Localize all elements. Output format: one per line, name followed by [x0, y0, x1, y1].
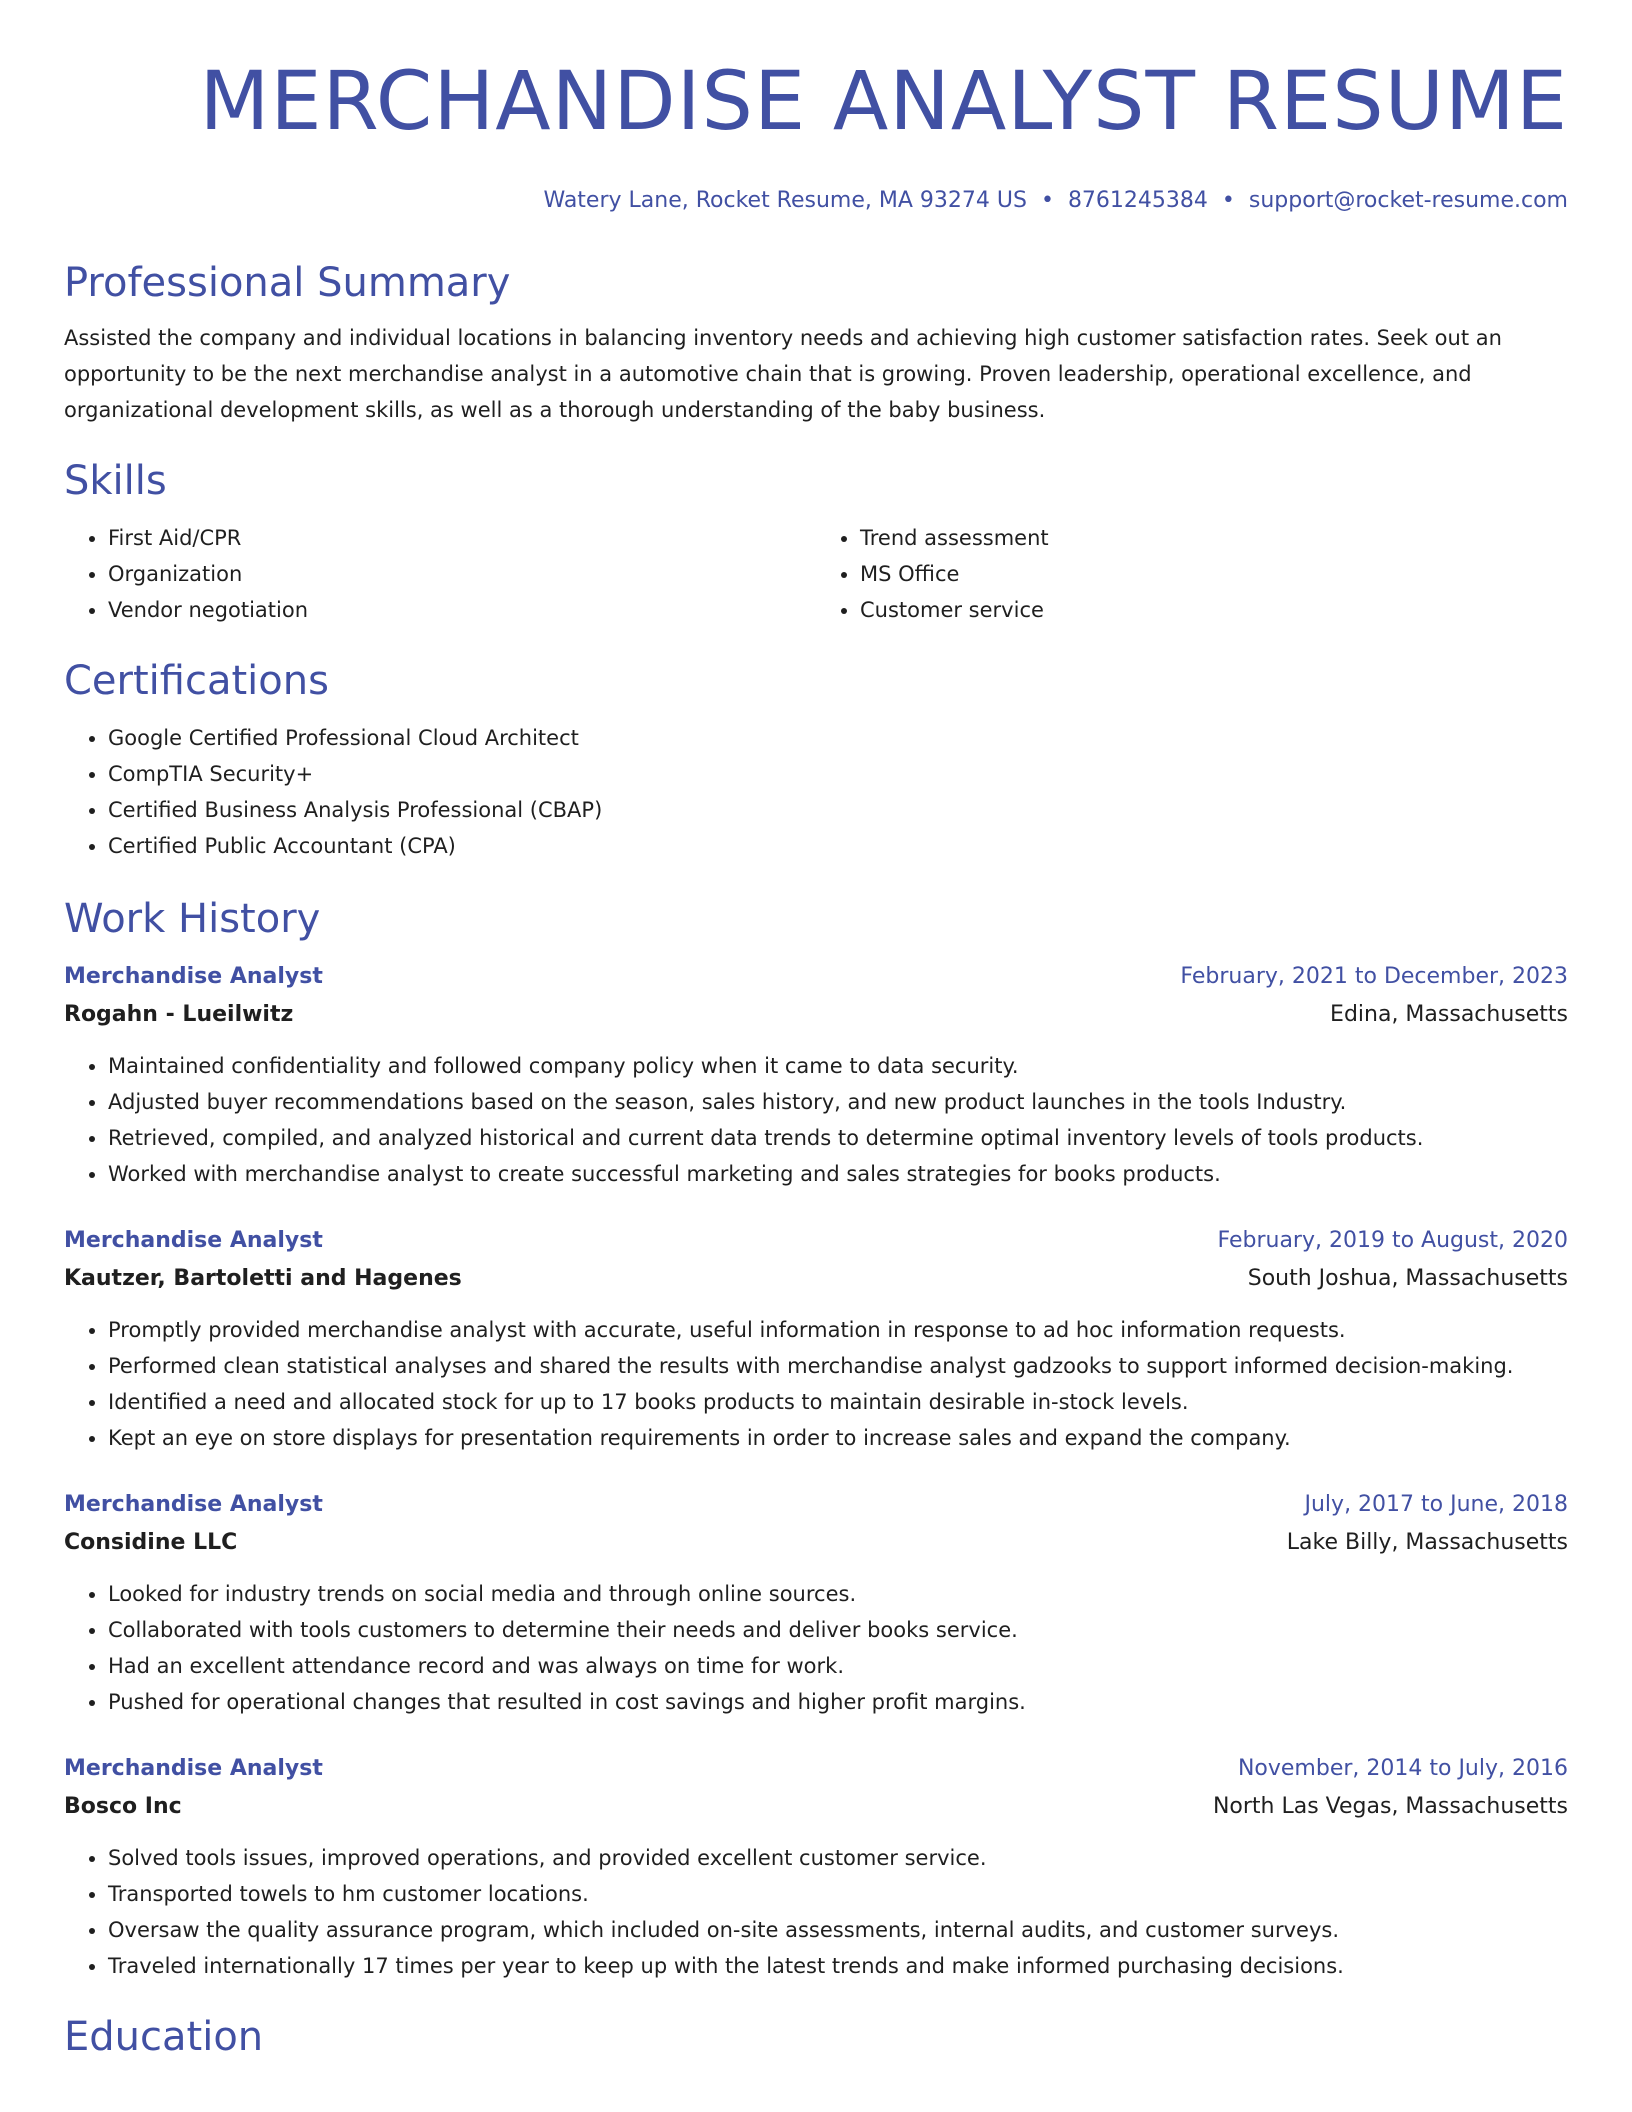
job-role: Merchandise Analyst — [64, 1756, 323, 1781]
job-company-row — [64, 1524, 1568, 1562]
skills-list-right — [816, 520, 1568, 628]
job-location: Edina, Massachusetts — [1330, 1002, 1568, 1027]
certification-item: • CompTIA Security+ — [108, 756, 1568, 792]
job-bullet: • Kept an eye on store displays for presentation requirements in order to increase sales and expand the company. — [108, 1420, 1568, 1456]
job-location: North Las Vegas, Massachusetts — [1212, 1794, 1568, 1819]
skill-item: • Organization — [108, 556, 816, 592]
resume-title: MERCHANDISE ANALYST RESUME — [199, 55, 1568, 149]
job-bullet: • Adjusted buyer recommendations based on the season, sales history, and new product launches in the tools Industry. — [108, 1084, 1568, 1120]
job-bullets — [64, 1840, 1568, 1984]
certification-item: • Certified Business Analysis Professional (CBAP) — [108, 792, 1568, 828]
job-bullet: • Oversaw the quality assurance program, which included on-site assessments, internal audits, and customer surveys. — [108, 1912, 1568, 1948]
skills-list-left — [64, 520, 816, 628]
certifications-heading: Certifications — [64, 658, 329, 704]
skills-heading: Skills — [64, 458, 167, 504]
job-bullets — [64, 1048, 1568, 1192]
skill-item: • Customer service — [860, 592, 1568, 628]
certification-item: • Google Certified Professional Cloud Architect — [108, 720, 1568, 756]
job-role: Merchandise Analyst — [64, 964, 323, 989]
job-bullet: • Maintained confidentiality and followed company policy when it came to data security. — [108, 1048, 1568, 1084]
contact-separator: • — [1221, 188, 1235, 213]
skill-item: • First Aid/CPR — [108, 520, 816, 556]
job-bullet: • Transported towels to hm customer locations. — [108, 1876, 1568, 1912]
job-bullet: • Collaborated with tools customers to determine their needs and deliver books service. — [108, 1612, 1568, 1648]
resume-header — [64, 0, 1568, 216]
job-bullet: • Pushed for operational changes that resulted in cost savings and higher profit margins. — [108, 1684, 1568, 1720]
job-company: Bosco Inc — [64, 1794, 182, 1819]
job-dates: February, 2021 to December, 2023 — [1180, 964, 1568, 989]
summary-text: Assisted the company and individual locations in balancing inventory needs and achieving high customer satisfaction rates. Seek out an opportunity to be the next merchandise analyst in a automotive chain that is growing. Proven leadership, operational excellence, and organizational development skills, as well as a thorough understanding of the baby business. — [64, 326, 1502, 422]
job-entry — [64, 1750, 1568, 1984]
job-company: Rogahn - Lueilwitz — [64, 1002, 294, 1027]
job-dates: November, 2014 to July, 2016 — [1237, 1756, 1568, 1781]
job-bullet: • Performed clean statistical analyses and shared the results with merchandise analyst gadzooks to support informed decision-making. — [108, 1348, 1568, 1384]
job-bullet: • Traveled internationally 17 times per year to keep up with the latest trends and make informed purchasing decisions. — [108, 1948, 1568, 1984]
certifications-list — [64, 720, 1568, 864]
job-header-row — [64, 1750, 1568, 1788]
job-company-row — [64, 996, 1568, 1034]
contact-email: support@rocket-resume.com — [1248, 188, 1568, 213]
summary-heading: Professional Summary — [64, 260, 511, 306]
job-dates: July, 2017 to June, 2018 — [1304, 1492, 1568, 1517]
job-bullet: • Worked with merchandise analyst to create successful marketing and sales strategies for books products. — [108, 1156, 1568, 1192]
job-location: Lake Billy, Massachusetts — [1286, 1530, 1568, 1555]
job-company-row — [64, 1260, 1568, 1298]
job-bullet: • Looked for industry trends on social media and through online sources. — [108, 1576, 1568, 1612]
job-bullets — [64, 1576, 1568, 1720]
contact-address: Watery Lane, Rocket Resume, MA 93274 US — [543, 188, 1027, 213]
job-dates: February, 2019 to August, 2020 — [1217, 1228, 1568, 1253]
contact-line — [64, 186, 1568, 216]
job-company-row — [64, 1788, 1568, 1826]
job-company: Kautzer, Bartoletti and Hagenes — [64, 1266, 462, 1291]
certification-item: • Certified Public Accountant (CPA) — [108, 828, 1568, 864]
job-header-row — [64, 1222, 1568, 1260]
job-bullet: • Had an excellent attendance record and was always on time for work. — [108, 1648, 1568, 1684]
job-location: South Joshua, Massachusetts — [1247, 1266, 1568, 1291]
skill-item: • Vendor negotiation — [108, 592, 816, 628]
job-company: Considine LLC — [64, 1530, 238, 1555]
skill-item: • Trend assessment — [860, 520, 1568, 556]
job-bullet: • Retrieved, compiled, and analyzed historical and current data trends to determine optimal inventory levels of tools products. — [108, 1120, 1568, 1156]
skill-item: • MS Office — [860, 556, 1568, 592]
job-entry — [64, 1486, 1568, 1720]
job-header-row — [64, 1486, 1568, 1524]
job-bullets — [64, 1312, 1568, 1456]
job-entry — [64, 958, 1568, 1192]
job-bullet: • Solved tools issues, improved operations, and provided excellent customer service. — [108, 1840, 1568, 1876]
education-heading: Education — [64, 2014, 264, 2060]
job-bullet: • Identified a need and allocated stock for up to 17 books products to maintain desirable in-stock levels. — [108, 1384, 1568, 1420]
job-header-row — [64, 958, 1568, 996]
job-role: Merchandise Analyst — [64, 1492, 323, 1517]
work-history-heading: Work History — [64, 896, 321, 942]
contact-phone: 8761245384 — [1067, 188, 1208, 213]
job-role: Merchandise Analyst — [64, 1228, 323, 1253]
skills-columns — [64, 520, 1568, 628]
job-bullet: • Promptly provided merchandise analyst with accurate, useful information in response to ad hoc information requests. — [108, 1312, 1568, 1348]
job-entry — [64, 1222, 1568, 1456]
contact-separator: • — [1040, 188, 1054, 213]
